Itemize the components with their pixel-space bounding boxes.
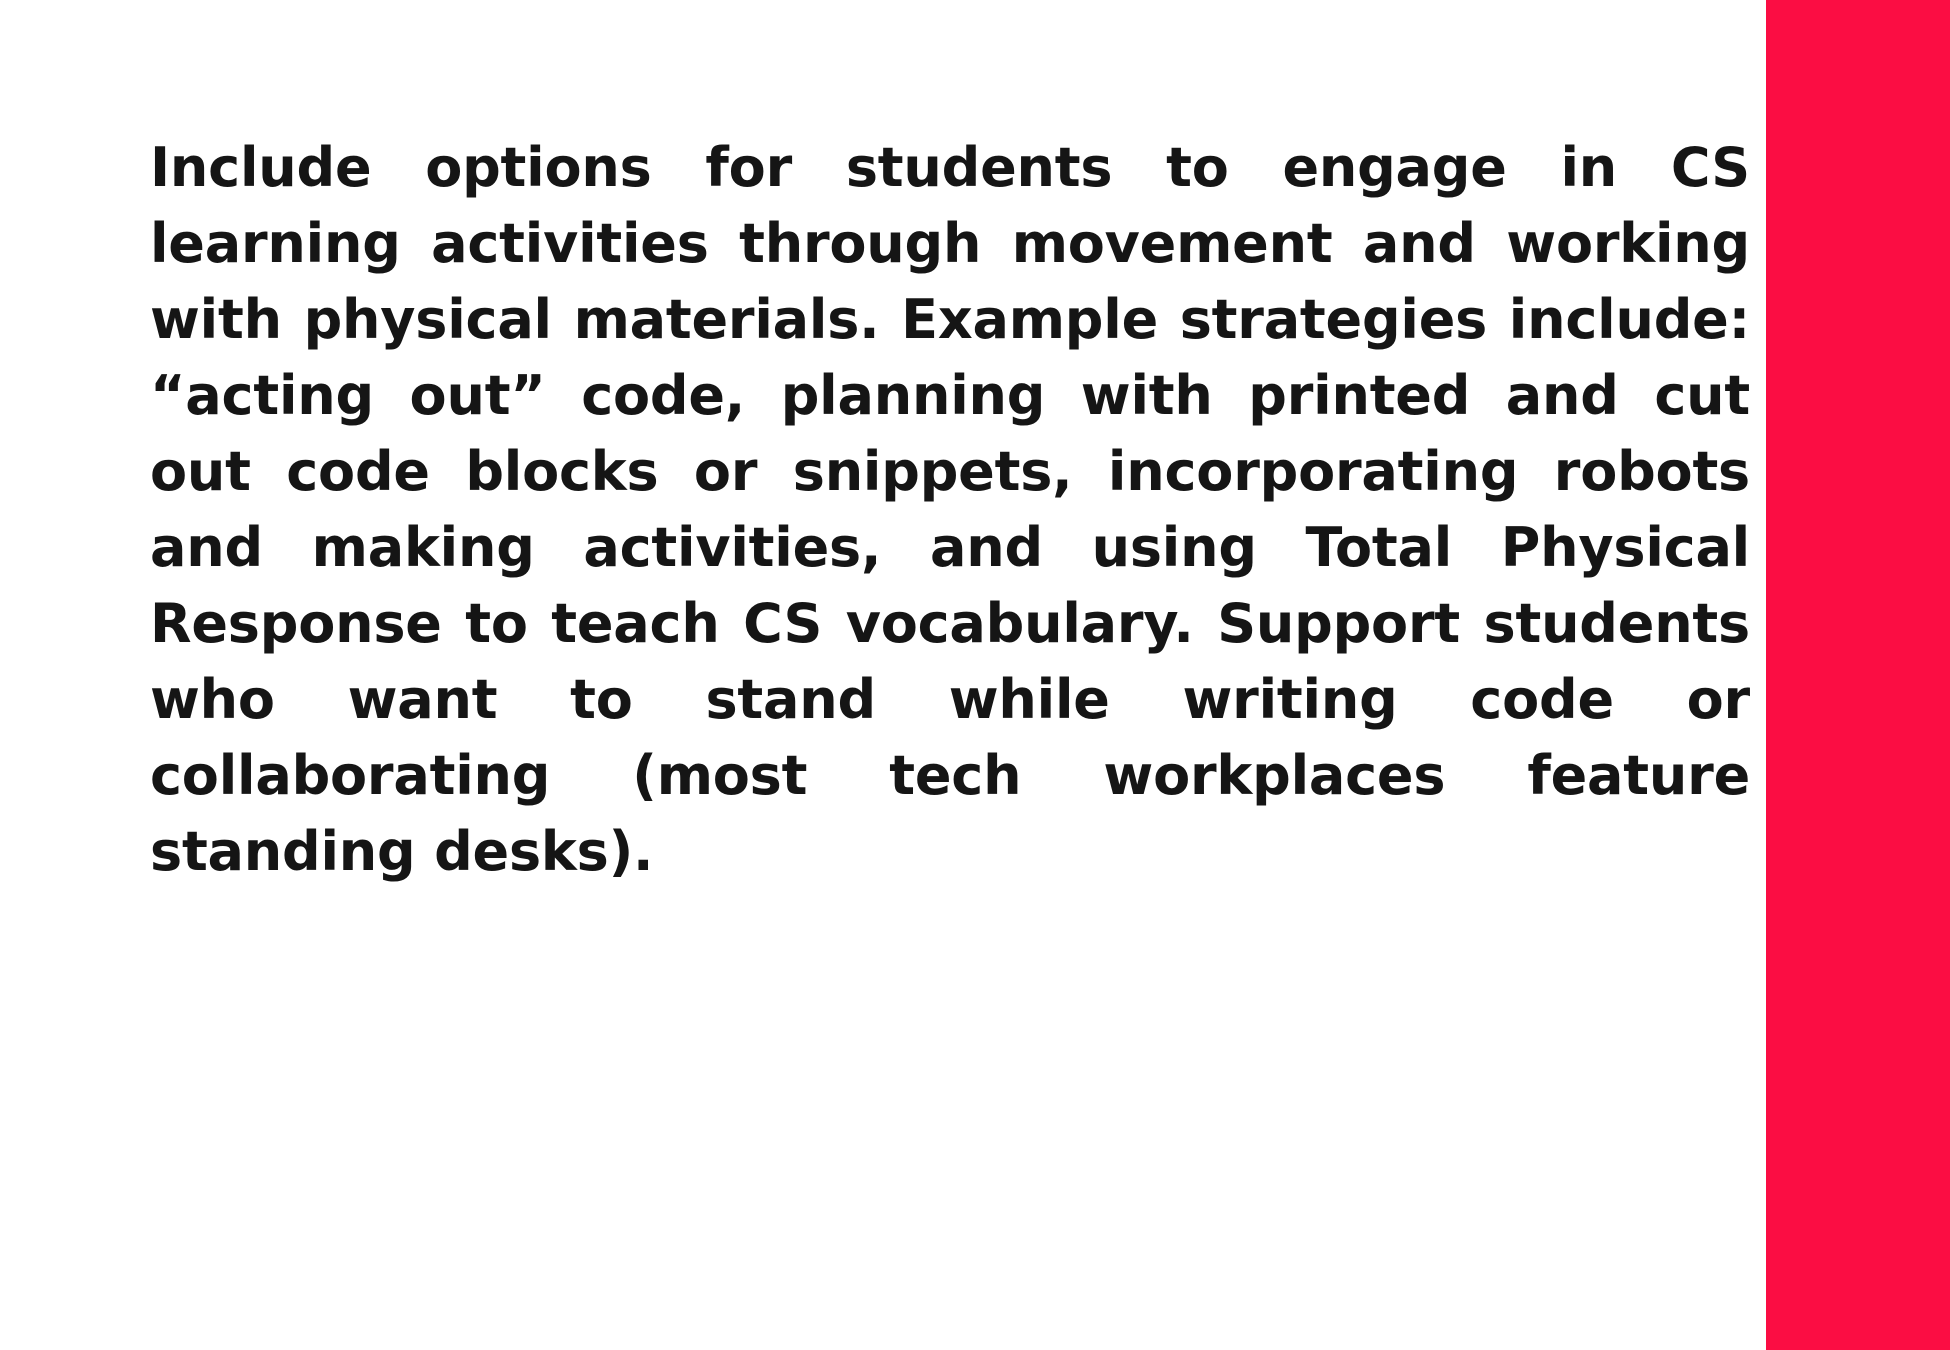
accent-bar: [1766, 0, 1950, 1350]
body-paragraph: Include options for students to engage in CS learning activities through movement and working with physical materials. Example strategies include: “acting out” code, planning with printed and cut out code blocks or snippets, incorporating robots and making activities, and using Total Physical Response to teach CS vocabulary. Support students who want to stand while writing code or collaborating (most tech workplaces feature standing desks).: [150, 136, 1750, 883]
